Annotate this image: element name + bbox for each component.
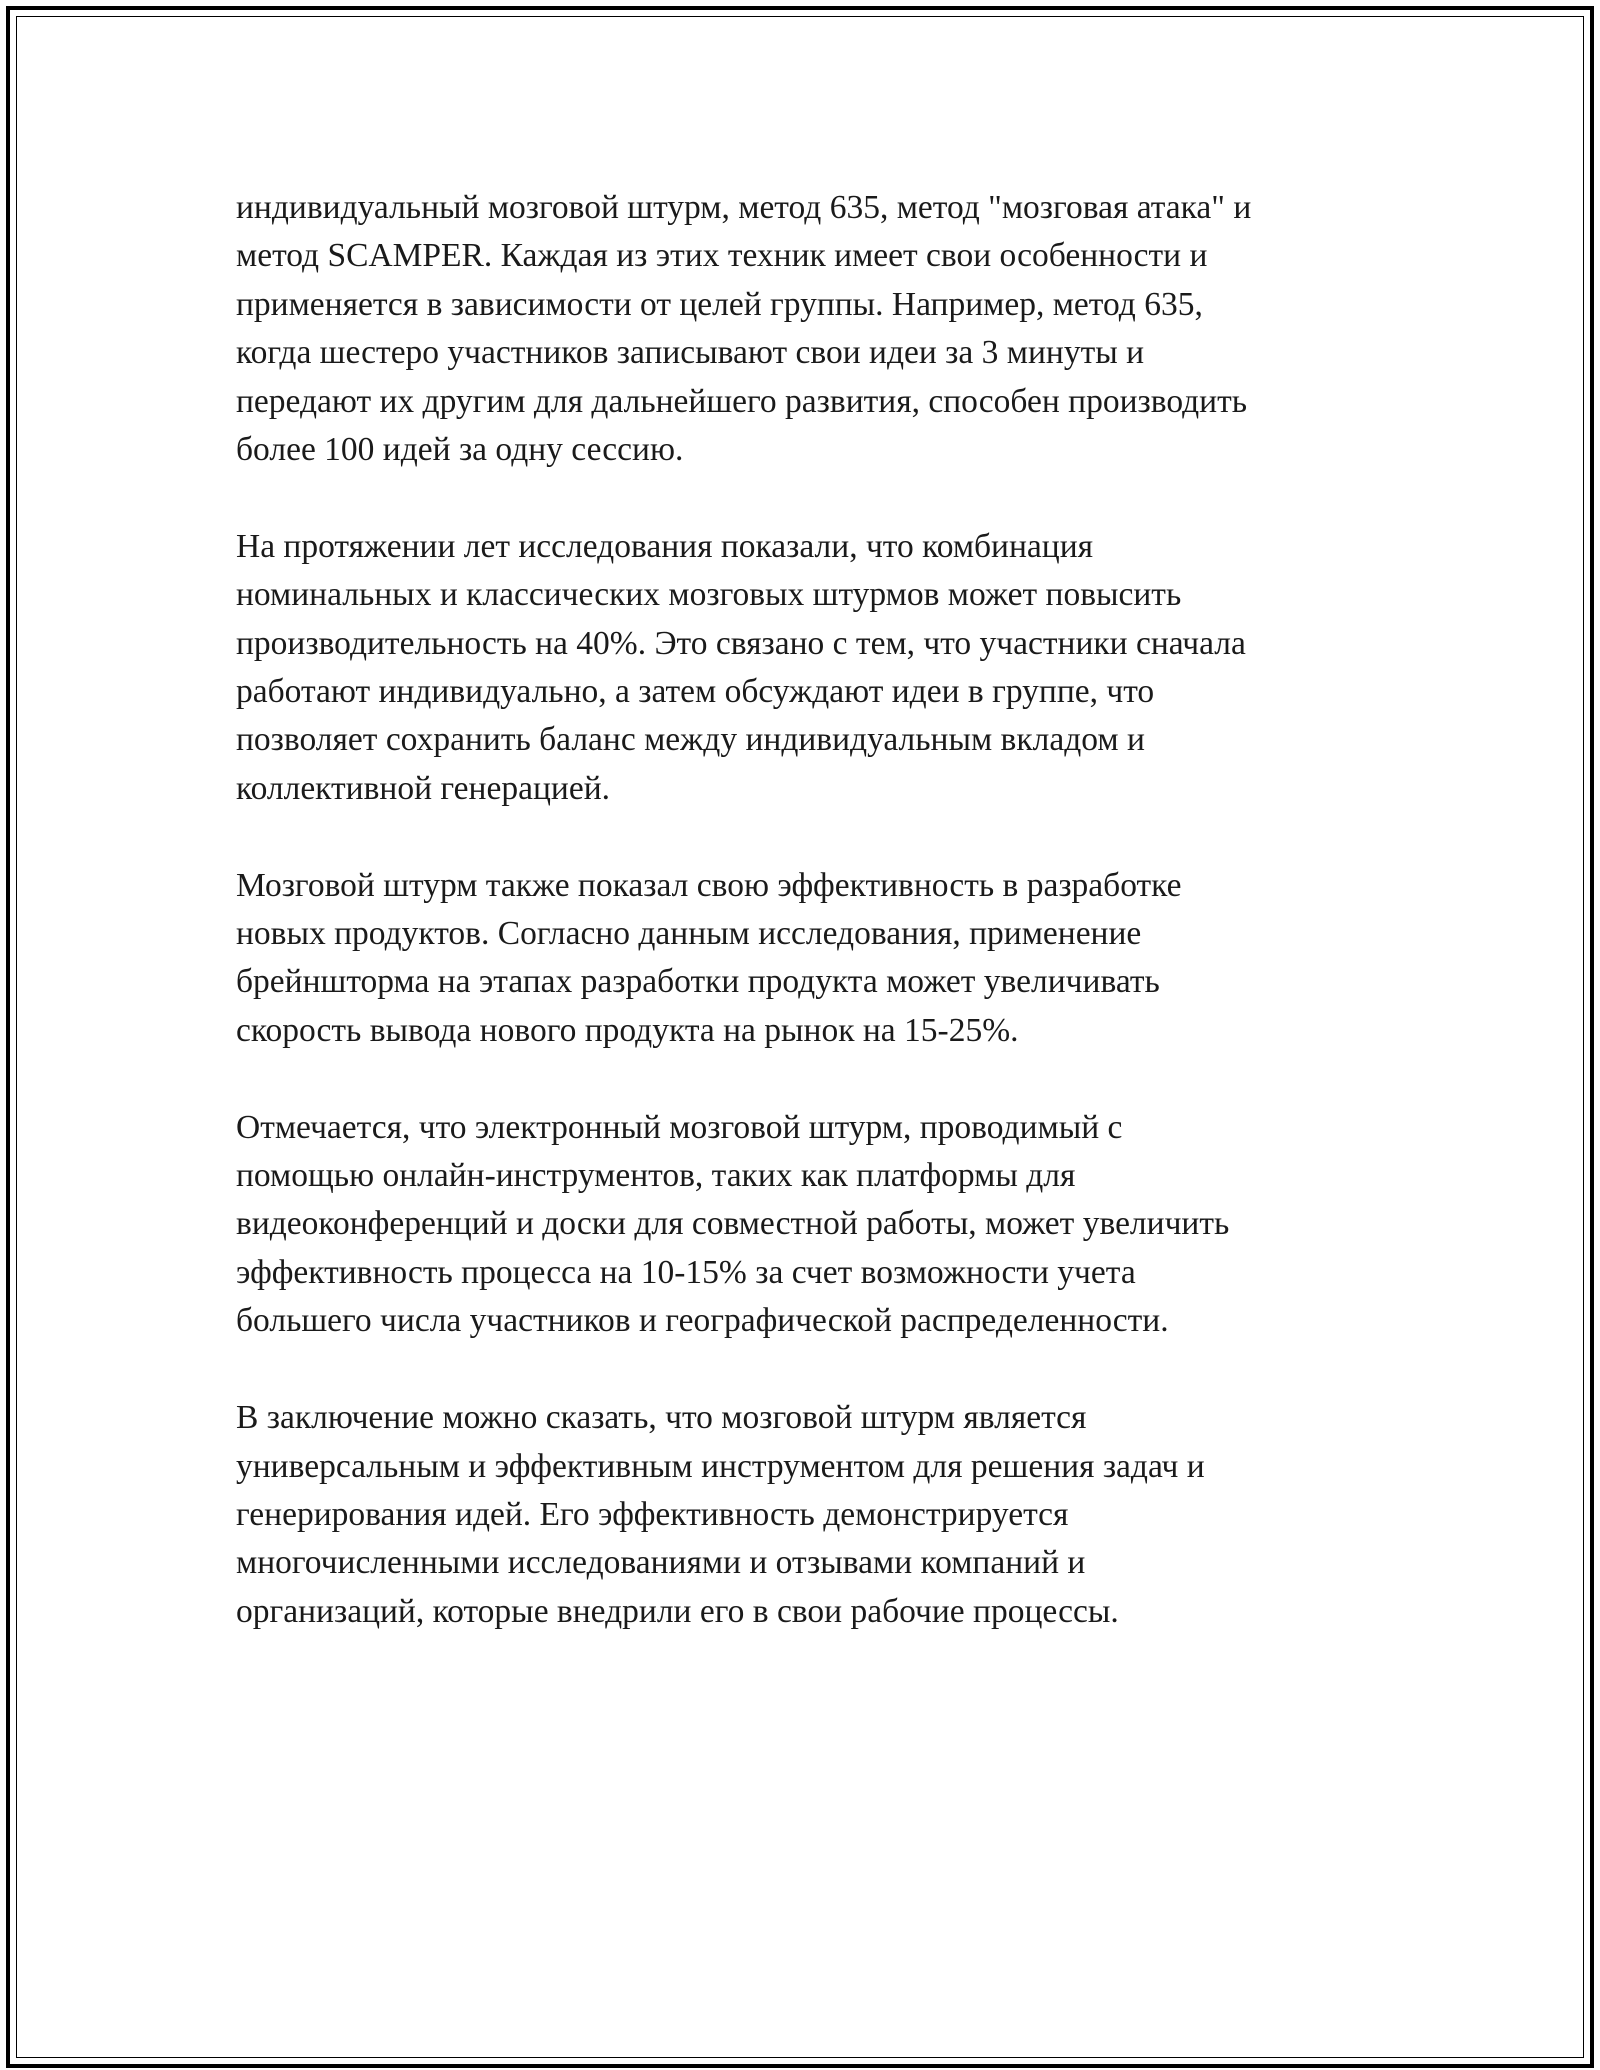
paragraph-research: На протяжении лет исследования показали, что комбинация номинальных и классических мозговых штурмов может повысить производительность на 40%. Это связано с тем, что участники сначала работают индивидуально, а затем обсуждают идеи в группе, что позволяет сохранить баланс между индивидуальным вкладом и коллективной генерацией.: [236, 527, 1246, 807]
paragraph-conclusion: В заключение можно сказать, что мозговой штурм является универсальным и эффективным инструментом для решения задач и генерирования идей. Его эффективность демонстрируется многочисленными исследованиями и отзывами компаний и организаций, которые внедрили его в свои рабочие процессы.: [236, 1399, 1205, 1630]
document-body: [236, 184, 1406, 1685]
paragraph-products: Мозговой штурм также показал свою эффективность в разработке новых продуктов. Согласно данным исследования, применение брейншторма на этапах разработки продукта может увеличивать скорость вывода нового продукта на рынок на 15-25%.: [236, 866, 1182, 1049]
paragraph-methods: индивидуальный мозговой штурм, метод 635, метод "мозговая атака" и метод SCAMPER. Каждая из этих техник имеет свои особенности и применяется в зависимости от целей группы. Например, метод 635, когда шестеро участников записывают свои идеи за 3 минуты и передают их другим для дальнейшего развития, способен производить более 100 идей за одну сессию.: [236, 189, 1252, 469]
paragraph-electronic: Отмечается, что электронный мозговой штурм, проводимый с помощью онлайн-инструментов, таких как платформы для видеоконференций и доски для совместной работы, может увеличить эффективность процесса на 10-15% за счет возможности учета большего числа участников и географической распределенности.: [236, 1108, 1230, 1340]
